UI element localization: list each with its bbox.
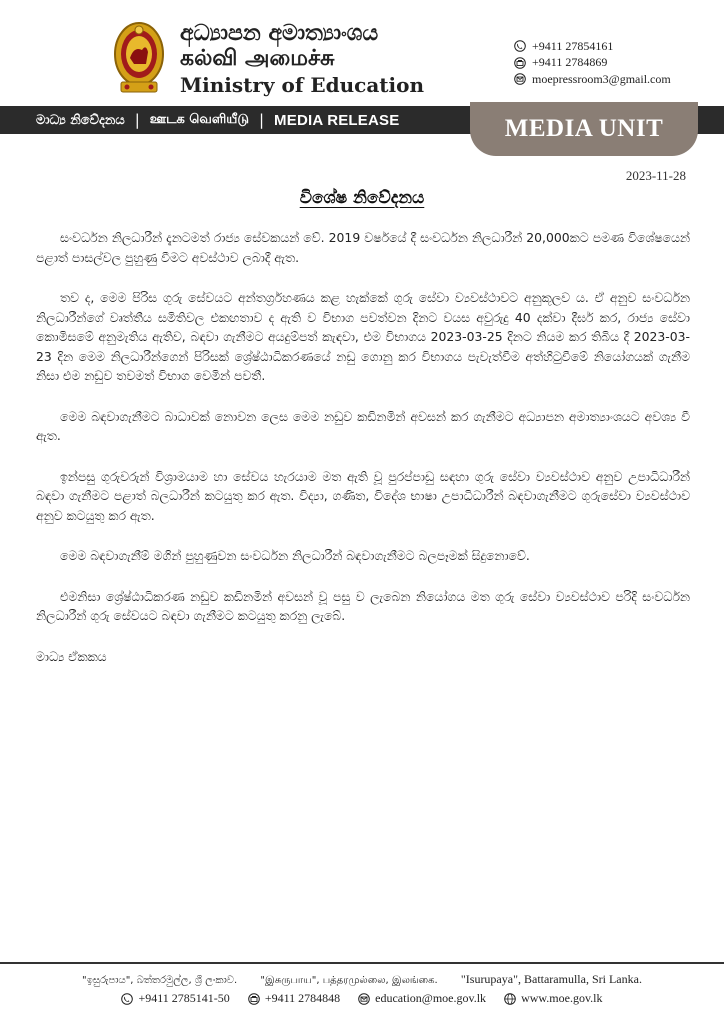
ministry-name-tamil: கல்வி அமைச்சு <box>180 46 335 71</box>
footer-phone-text: +9411 2785141-50 <box>138 991 230 1005</box>
header-email-text[interactable]: moepressroom3@gmail.com <box>532 71 671 86</box>
footer-address <box>0 972 724 987</box>
release-date: 2023-11-28 <box>625 168 686 183</box>
document-title: විශේෂ නිවේදනය <box>299 188 425 208</box>
banner-divider: | <box>134 111 140 129</box>
body-paragraph: මෙම බඳවාගැනීම් මගින් පුහුණුවන සංවර්ධන නිලධාරීන් බඳවාගැනීමට බලපෑමක් සිදුනොවේ. <box>60 548 530 563</box>
header-phone <box>514 38 671 55</box>
footer-web[interactable] <box>504 991 602 1006</box>
footer-contacts <box>0 991 724 1006</box>
media-release-english: MEDIA RELEASE <box>274 111 400 129</box>
email-icon <box>514 73 526 85</box>
footer-email[interactable] <box>358 991 486 1006</box>
footer-web-text[interactable]: www.moe.gov.lk <box>521 991 603 1005</box>
phone-icon <box>121 993 133 1005</box>
signature: මාධ්‍ය ඒකකය <box>36 648 107 664</box>
fax-icon <box>514 57 526 69</box>
sri-lanka-emblem-icon <box>112 20 166 96</box>
body-paragraph: එමනිසා ශ්‍රේෂ්ඨාධිකරණ නඩුව කඩිනමින් අවසන් වූ පසු ව ලැබෙන නියෝගය මත ගුරු සේවා ව්‍යවස්ථාව පරිදි සංවර්ධන නිලධාරීන් ගුරු සේවයට බඳවා ගැනීමට කටයුතු කරනු ලැබේ. <box>36 588 690 623</box>
footer-address-sinhala: "ඉසුරුපාය", බත්තරමුල්ල, ශ්‍රී ලංකාව. <box>82 975 238 986</box>
body-paragraph: මෙම බඳවාගැනීමට බාධාවක් නොවන ලෙස මෙම නඩුව කඩිනමින් අවසන් කර ගැනීමට අධ්‍යාපන අමාත්‍යාංශයට අවශ්‍ය වී ඇත. <box>36 408 690 443</box>
email-icon <box>358 993 370 1005</box>
media-unit-label: MEDIA UNIT <box>504 115 664 142</box>
body-paragraph: තව ද, මෙම පිරිස ගුරු සේවයට අන්තර්ග්‍රහණය කළ හැක්කේ ගුරු සේවා ව්‍යවස්ථාවට අනුකූලව ය. ඒ අනුව සංවර්ධන නිලධාරීන්ගේ වෘත්තීය සමිතිවල එකඟතාව ද ඇති ව විභාග පවත්වන දිනට වයස අවුරුදු 40 දක්වා දීර්ඝ කර, රාජ්‍ය සේවා කොමිසමේ අනුමැතිය ඇතිව, බඳවා ගැනීමට අයදුම්පත් කැඳවා, එම විභාගය 2023-03-25 දිනට නියම කර තිබිය දී 2023-03-23 දින මෙම නිලධාරීන්ගෙන් පිරිසක් ශ්‍රේෂ්ඨාධිකරණයේ නඩු ගොනු කර විභාගය පැවැත්වීම අත්හිටුවීමේ නියෝගයක් ගැනීම නිසා එම නඩුව තවමත් විභාග වෙමින් පවතී. <box>36 290 690 383</box>
banner-divider: | <box>258 111 265 129</box>
header-email[interactable] <box>514 71 671 88</box>
footer-divider <box>0 962 724 964</box>
media-release-tamil: ஊடக வெளியீடு <box>149 112 249 127</box>
fax-icon <box>248 993 260 1005</box>
ministry-name-english: Ministry of Education <box>180 73 425 97</box>
header-phone-text: +9411 27854161 <box>532 38 614 53</box>
phone-icon <box>514 40 526 52</box>
media-release-labels <box>36 106 399 134</box>
header-fax-text: +9411 2784869 <box>532 55 608 70</box>
header-contacts <box>514 38 671 88</box>
footer-phone <box>121 991 229 1006</box>
footer-fax-text: +9411 2784848 <box>264 991 341 1005</box>
footer-address-english: "Isurupaya", Battaramulla, Sri Lanka. <box>460 972 642 986</box>
media-unit-tab <box>470 102 698 156</box>
footer-address-tamil: "இசுருபாய", பத்தரமுல்லை, இலங்கை. <box>260 975 438 986</box>
ministry-name-sinhala: අධ්‍යාපන අමාත්‍යාංශය <box>180 21 379 46</box>
body-paragraph: ඉන්පසු ගුරුවරුන් විශ්‍රාමයාම හා සේවය හැරයාම මත ඇති වූ පුරප්පාඩු සඳහා ගුරු සේවා ව්‍යවස්ථාව අනුව උපාධිධාරීන් බඳවා ගැනීමට පළාත් බලධාරීන් කටයුතු කර ඇත. විද්‍යා, ගණිත, විදේශ භාෂා උපාධිධාරීන් බඳවාගැනීමට ගුරුසේවා ව්‍යවස්ථාව අනුව කටයුතු කර ඇත. <box>36 468 690 523</box>
footer-email-text[interactable]: education@moe.gov.lk <box>375 991 487 1005</box>
document-body <box>36 228 690 687</box>
footer-fax <box>248 991 340 1006</box>
globe-icon <box>504 993 516 1005</box>
header-fax <box>514 55 671 72</box>
ministry-name <box>180 22 424 98</box>
body-paragraph: සංවර්ධන නිලධාරීන් දැනටමත් රාජ්‍ය සේවකයන් වේ. 2019 වර්ෂයේ දී සංවර්ධන නිලධාරීන් 20,000කට පමණ විශේෂයෙන් පළාත් පාසල්වල පුහුණු වීමට අවස්ථාව ලබාදී ඇත. <box>36 230 690 265</box>
media-release-sinhala: මාධ්‍ය නිවේදනය <box>36 112 125 128</box>
